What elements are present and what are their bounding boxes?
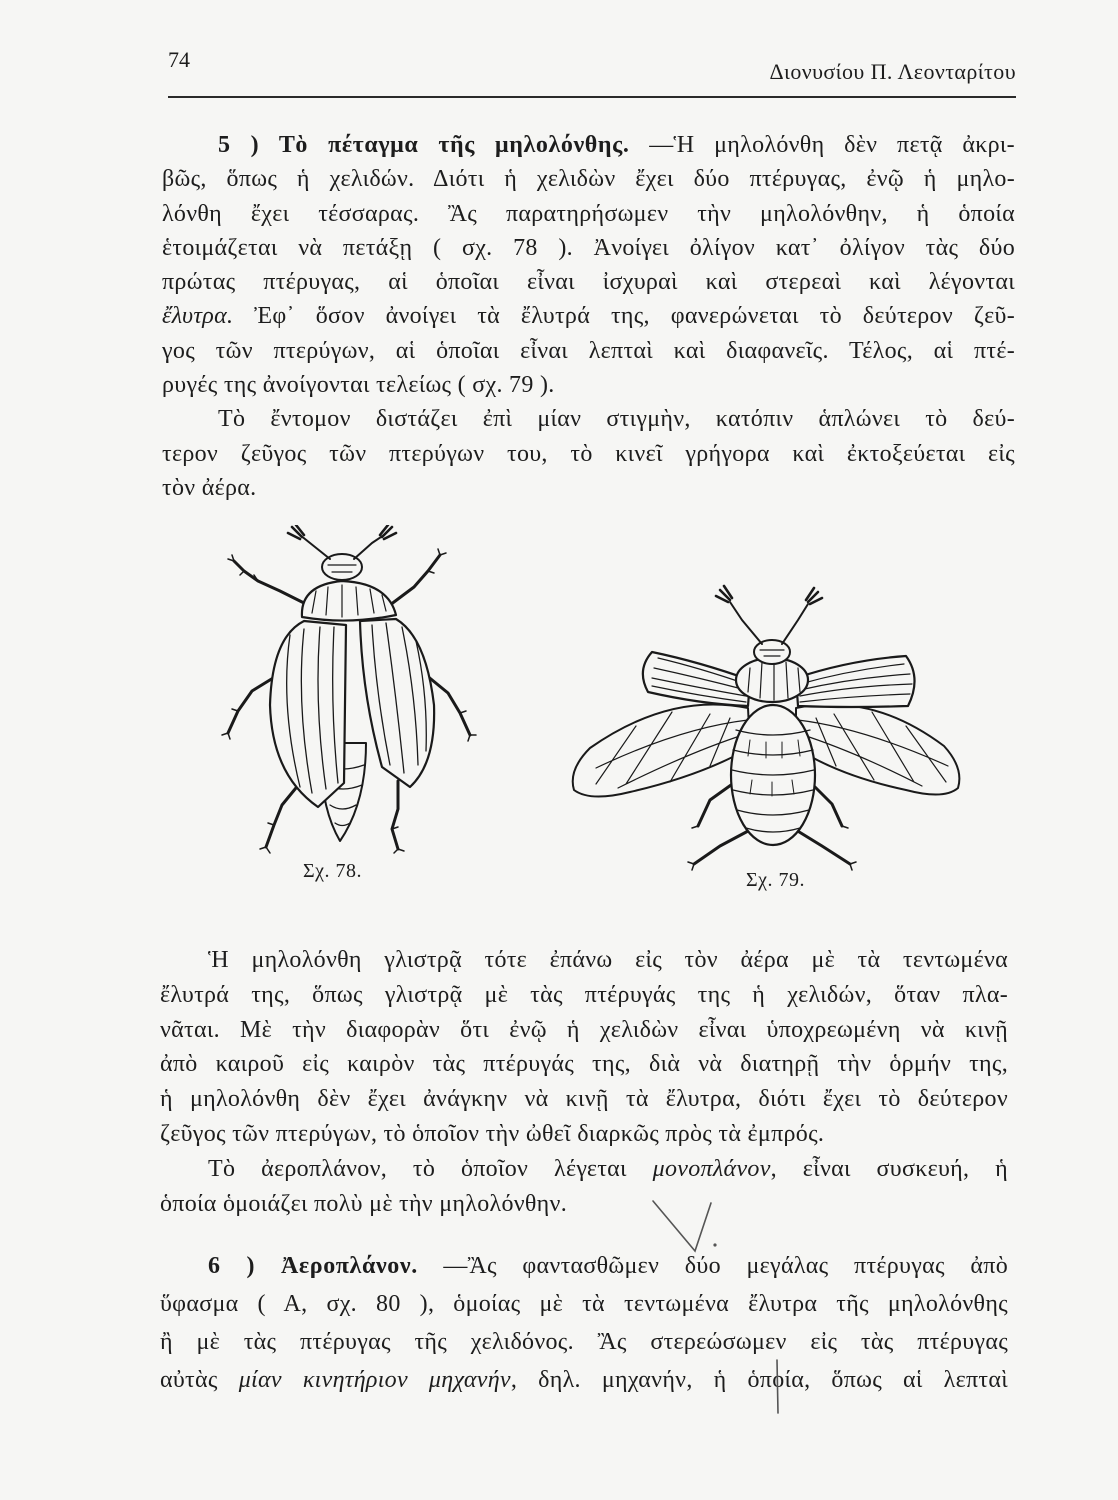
- beetle-right-elytron: [360, 619, 434, 787]
- paragraph-4-line: [160, 1152, 1008, 1187]
- paragraph-3-line: ἡ μηλολόνθη δὲν ἔχει ἀνάγκην νὰ κινῇ τὰ ἔλυτρα, διότι ἔχει τὸ δεύτερον: [160, 1086, 1008, 1113]
- figure-79-caption: Σχ. 79.: [746, 869, 806, 891]
- beetle-left-elytron: [643, 652, 750, 706]
- section-6-text: [160, 1247, 1008, 1399]
- paragraph-1-line: [162, 299, 1015, 333]
- paragraph-3-line: νᾶται. Μὲ τὴν διαφορὰν ὅτι ἐνῷ ἡ χελιδὼν εἶναι ὑποχρεωμένη νὰ κινῇ: [160, 1016, 1008, 1043]
- figure-79-beetle-illustration: [560, 580, 970, 880]
- beetle-head: [754, 640, 790, 664]
- paragraph-2-line: τὸν ἀέρα.: [162, 474, 257, 501]
- term-engine: μίαν κινητήριον μηχανήν: [238, 1367, 511, 1393]
- term-monoplane: μονοπλάνον: [652, 1155, 771, 1182]
- text-run: Τὸ ἀεροπλάνον, τὸ ὁποῖον λέγεται: [208, 1155, 627, 1182]
- paragraph-1-line: βῶς, ὅπως ἡ χελιδών. Διότι ἡ χελιδὼν ἔχει δύο πτέρυγας, ἐνῷ ἡ μηλο-: [162, 166, 1015, 193]
- page-number: 74: [168, 47, 190, 72]
- paragraph-5-line: ὕφασμα ( Α, σχ. 80 ), ὁμοίας μὲ τὰ τεντωμένα ἔλυτρα τῆς μηλολόνθης: [160, 1291, 1008, 1317]
- beetle-right-hind-wing: [796, 704, 959, 794]
- beetle-left-elytron: [270, 621, 346, 807]
- pencil-checkmark: [645, 1195, 725, 1260]
- section-5-heading: 5 ) Τὸ πέταγμα τῆς μηλολόνθης.: [218, 132, 630, 158]
- text-run: Ἐφ᾽ ὅσον ἀνοίγει τὰ ἔλυτρά της, φανερώνεται τὸ δεύτερον ζεῦ-: [254, 303, 1015, 330]
- beetle-pronotum: [302, 581, 396, 621]
- paragraph-1-line: ἑτοιμάζεται νὰ πετάξῃ ( σχ. 78 ). Ἀνοίγει ὀλίγον κατ᾽ ὀλίγον τὰς δύο: [162, 234, 1015, 261]
- text-run: —Ἡ μηλολόνθη δὲν πετᾷ ἀκρι-: [649, 132, 1015, 158]
- paragraph-5-line: ἢ μὲ τὰς πτέρυγας τῆς χελιδόνος. Ἂς στερεώσωμεν εἰς τὰς πτέρυγας: [160, 1329, 1008, 1355]
- beetle-right-elytron: [796, 656, 915, 707]
- section-5-text: [162, 128, 1015, 505]
- paragraph-5-line: [160, 1247, 1008, 1285]
- paragraph-1-line: [162, 128, 1015, 162]
- beetle-left-hind-wing: [573, 704, 750, 796]
- paragraph-1-line: πρώτας πτέρυγας, αἱ ὁποῖαι εἶναι ἰσχυραὶ καὶ στερεαὶ καὶ λέγονται: [162, 269, 1015, 296]
- paragraph-1-line: γος τῶν πτερύγων, αἱ ὁποῖαι εἶναι λεπταὶ καὶ διαφανεῖς. Τέλος, αἱ πτέ-: [162, 337, 1015, 364]
- running-head-author: Διονυσίου Π. Λεονταρίτου: [769, 59, 1016, 84]
- paragraph-1-line: λόνθη ἔχει τέσσαρας. Ἂς παρατηρήσωμεν τὴν μηλολόνθην, ἡ ὁποία: [162, 200, 1015, 227]
- text-run: αὐτὰς: [160, 1367, 218, 1393]
- paragraph-3-line: ζεῦγος τῶν πτερύγων, τὸ ὁποῖον τὴν ὠθεῖ διαρκῶς πρὸς τὰ ἐμπρός.: [160, 1120, 825, 1147]
- text-run: —Ἂς φαντασθῶμεν δύο μεγάλας πτέρυγας ἀπὸ: [443, 1253, 1008, 1279]
- beetle-abdomen: [731, 705, 815, 845]
- paragraph-3-line: ἀπὸ καιροῦ εἰς καιρὸν τὰς πτέρυγάς της, διὰ νὰ διατηρῇ τὴν ὁρμήν της,: [160, 1051, 1008, 1078]
- term-elytra: ἔλυτρα.: [162, 303, 234, 330]
- paragraph-1-line: ρυγές της ἀνοίγονται τελείως ( σχ. 79 ).: [162, 372, 555, 399]
- pencil-tick-mark: [772, 1358, 784, 1416]
- paragraph-2-line: Τὸ ἔντομον διστάζει ἐπὶ μίαν στιγμὴν, κατόπιν ἁπλώνει τὸ δεύ-: [218, 406, 1015, 433]
- paragraph-5-line: [160, 1361, 1008, 1399]
- paragraph-3-line: ἔλυτρά της, ὅπως γλιστρᾷ μὲ τὰς πτέρυγάς της ἡ χελιδών, ὅταν πλα-: [160, 981, 1008, 1008]
- beetle-antennae: [716, 586, 822, 644]
- paragraph-2-line: τερον ζεῦγος τῶν πτερύγων του, τὸ κινεῖ γρήγορα καὶ ἐκτοξεύεται εἰς: [162, 440, 1015, 467]
- header-rule: [168, 96, 1016, 98]
- figure-78-beetle-illustration: [220, 525, 480, 855]
- section-6-heading: 6 ) Ἀεροπλάνον.: [208, 1253, 418, 1279]
- continuation-text: [160, 943, 1008, 1221]
- text-run: , δηλ. μηχανήν, ἡ ὁποία, ὅπως αἱ λεπταὶ: [510, 1367, 1008, 1393]
- paragraph-3-line: Ἡ μηλολόνθη γλιστρᾷ τότε ἐπάνω εἰς τὸν ἀέρα μὲ τὰ τεντωμένα: [208, 947, 1008, 973]
- paragraph-4-line: ὁποία ὁμοιάζει πολὺ μὲ τὴν μηλολόνθην.: [160, 1190, 567, 1217]
- text-run: , εἶναι συσκευή, ἡ: [770, 1155, 1009, 1182]
- figure-78-caption: Σχ. 78.: [303, 860, 363, 882]
